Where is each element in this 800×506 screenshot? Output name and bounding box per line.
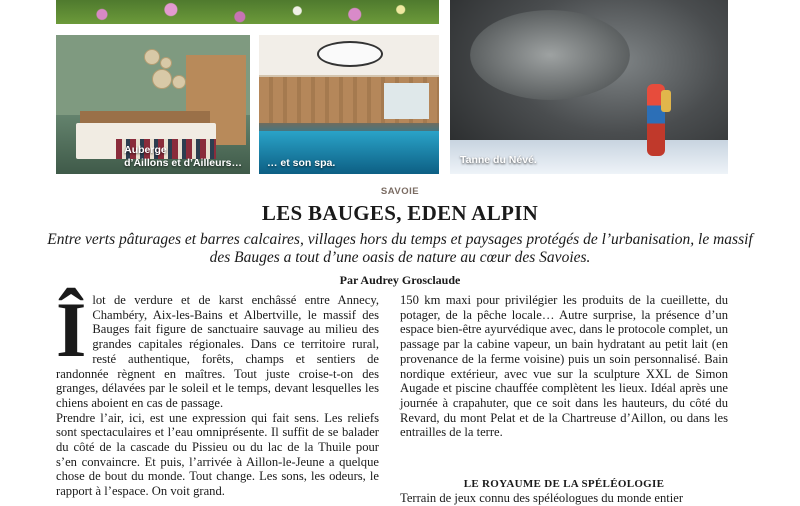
caver-backpack xyxy=(661,90,671,112)
room-caption-line2: d’Aillons et d’Ailleurs… xyxy=(124,157,242,169)
meadow-photo xyxy=(56,0,439,24)
paragraph: 150 km maxi pour privilégier les produits de la cueillette, du potager, de la pêche locale… Autre surprise, la présence d’un espace bien-être ayurvédique avec, dans le protocole complet, un passage par la cabine vapeur, un bain hydratant au petit lait (en provenance de la ferme voisine) puis un soin personnalisé. Bain nordique extérieur, avec vue sur la sculpture XXL de Simon Augade et piscine chauffée complètent les lieux. Idéal après une journée à crapahuter, que ce soit dans les hauteurs, du côté du Revard, du mont Pelat et de la Chartreuse d’Aillon, ou dans les entrailles de la terre. xyxy=(400,293,728,440)
auberge-room-photo xyxy=(56,35,250,174)
wall-decor-disc xyxy=(144,49,160,65)
cave-caption: Tanne du Névé. xyxy=(460,154,537,166)
article-lede: Entre verts pâturages et barres calcaires, villages hors du temps et paysages protégés de l’urbanisation, le massif des Bauges a tout d’une oasis de nature au cœur des Savoies. xyxy=(47,231,753,266)
article-byline: Par Audrey Grosclaude xyxy=(339,273,461,287)
article-title: LES BAUGES, EDEN ALPIN xyxy=(261,201,539,225)
wall-decor-disc xyxy=(172,75,186,89)
cave-photo xyxy=(450,0,728,174)
wall-decor-disc xyxy=(160,57,172,69)
spa-window xyxy=(384,83,429,119)
paragraph: Prendre l’air, ici, est une expression qui fait sens. Les reliefs sont spectaculaires et l’eau omniprésente. Il suffit de se balader du côté de la cascade du Pissieu ou du lac de la Thuile pour s’en convaincre. Et puis, l’arrivée à Aillon-le-Jeune a quelque chose de bout du monde. Tout change. Les sons, les odeurs, le rapport à l’espace. On voit grand. xyxy=(56,410,379,499)
room-caption xyxy=(124,144,242,170)
spa-photo xyxy=(259,35,439,174)
drop-cap: Î xyxy=(56,286,87,373)
ceiling-emblem xyxy=(317,41,383,67)
paragraph: lot de verdure et de karst enchâssé entre Annecy, Chambéry, Aix-les-Bains et Albertville, le massif des Bauges fait figure de sanctuaire sauvage au milieu des grandes capitales régionales. Dans ce territoire rural, resté authentique, forêts, champs et sentiers de randonnée règnent en maîtres. Tout juste croise-t-on des granges, délavées par le soleil et le temps, devant lesquelles les chiens aboient en cas de passage. xyxy=(56,293,379,410)
article-column-1 xyxy=(56,286,379,499)
wall-decor-disc xyxy=(152,69,172,89)
cave-rock xyxy=(470,10,630,100)
section-subhead: LE ROYAUME DE LA SPÉLÉOLOGIE xyxy=(463,478,665,490)
room-caption-line1: Auberge xyxy=(124,144,167,156)
spa-caption: … et son spa. xyxy=(267,157,336,169)
article-column-2 xyxy=(400,293,728,440)
paragraph: Terrain de jeux connu des spéléologues du monde entier xyxy=(400,491,684,505)
section-kicker: SAVOIE xyxy=(380,186,420,197)
